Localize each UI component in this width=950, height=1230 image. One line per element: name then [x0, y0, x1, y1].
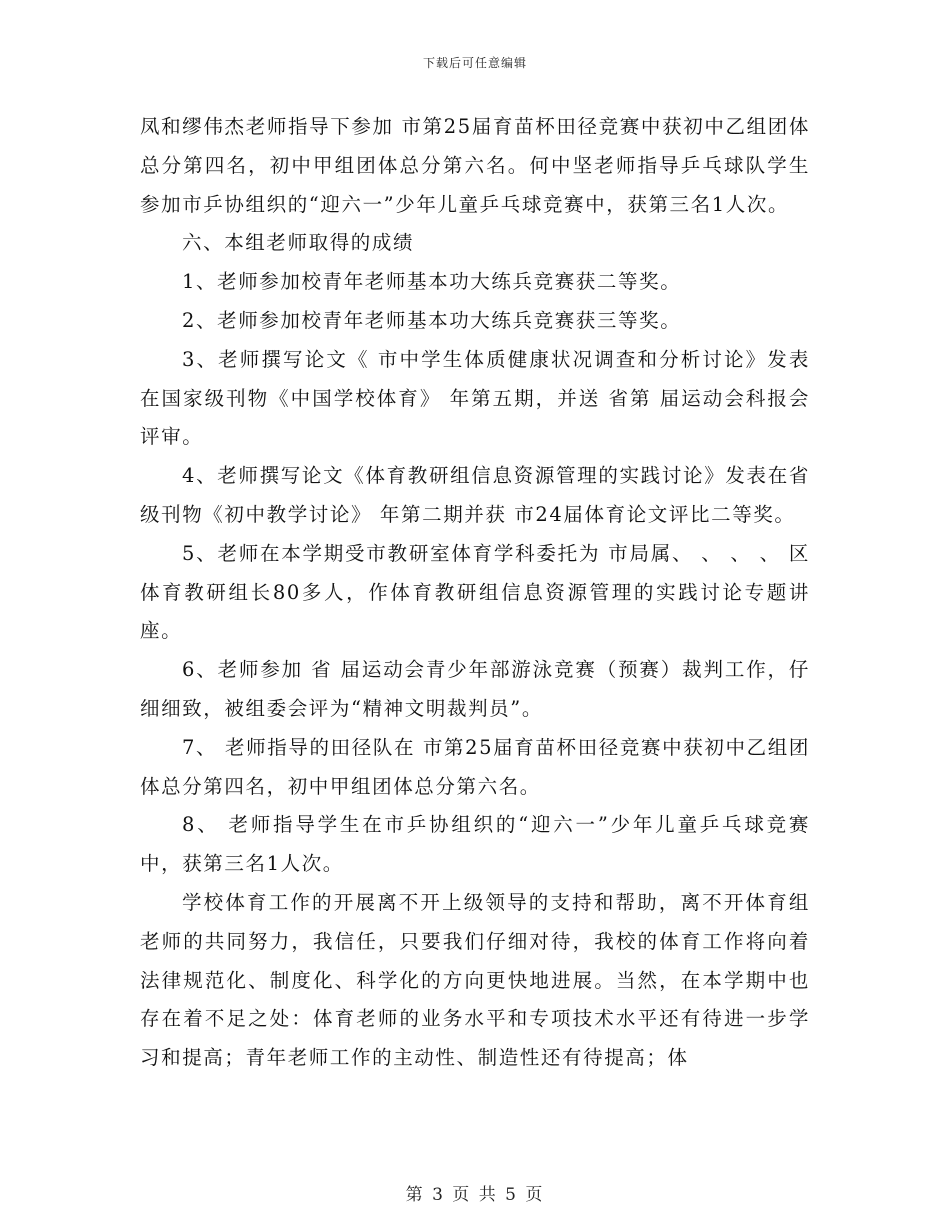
achievement-item-6: 6、老师参加 省 届运动会青少年部游泳竞赛（预赛）裁判工作，仔细细致，被组委会评为“精神文明裁判员”。: [140, 658, 810, 720]
achievement-item-1: 1、老师参加校青年老师基本功大练兵竞赛获二等奖。: [182, 270, 682, 294]
page-header: 下载后可任意编辑: [422, 56, 527, 70]
achievement-item-3: 3、老师撰写论文《 市中学生体质健康状况调查和分析讨论》发表在国家级刊物《中国学校体育》 年第五期，并送 省第 届运动会科报会评审。: [140, 347, 810, 449]
document-body: [140, 108, 810, 1078]
paragraph-continuation: 凤和缪伟杰老师指导下参加 市第25届育苗杯田径竞赛中获初中乙组团体总分第四名，初中甲组团体总分第六名。何中坚老师指导乒乓球队学生参加市乒协组织的“迎六一”少年儿童乒乓球竞赛中，获第三名1人次。: [140, 115, 810, 216]
page-number-footer: 第 3 页 共 5 页: [405, 1185, 545, 1205]
achievement-item-4: 4、老师撰写论文《体育教研组信息资源管理的实践讨论》发表在省级刊物《初中教学讨论》 年第二期并获 市24届体育论文评比二等奖。: [140, 464, 810, 526]
summary-paragraph: 学校体育工作的开展离不开上级领导的支持和帮助，离不开体育组老师的共同努力，我信任，只要我们仔细对待，我校的体育工作将向着法律规范化、制度化、科学化的方向更快地进展。当然，在本学期中也存在着不足之处：体育老师的业务水平和专项技术水平还有待进一步学习和提高；青年老师工作的主动性、制造性还有待提高；体: [140, 890, 810, 1070]
achievement-item-7: 7、 老师指导的田径队在 市第25届育苗杯田径竞赛中获初中乙组团体总分第四名，初中甲组团体总分第六名。: [140, 735, 810, 798]
section-heading-achievements: 六、本组老师取得的成绩: [182, 231, 415, 255]
achievement-item-2: 2、老师参加校青年老师基本功大练兵竞赛获三等奖。: [182, 308, 682, 332]
achievement-item-8: 8、 老师指导学生在市乒协组织的“迎六一”少年儿童乒乓球竞赛中，获第三名1人次。: [140, 813, 810, 876]
achievement-item-5: 5、老师在本学期受市教研室体育学科委托为 市局属、 、 、 、 区体育教研组长80多人，作体育教研组信息资源管理的实践讨论专题讲座。: [140, 541, 810, 643]
